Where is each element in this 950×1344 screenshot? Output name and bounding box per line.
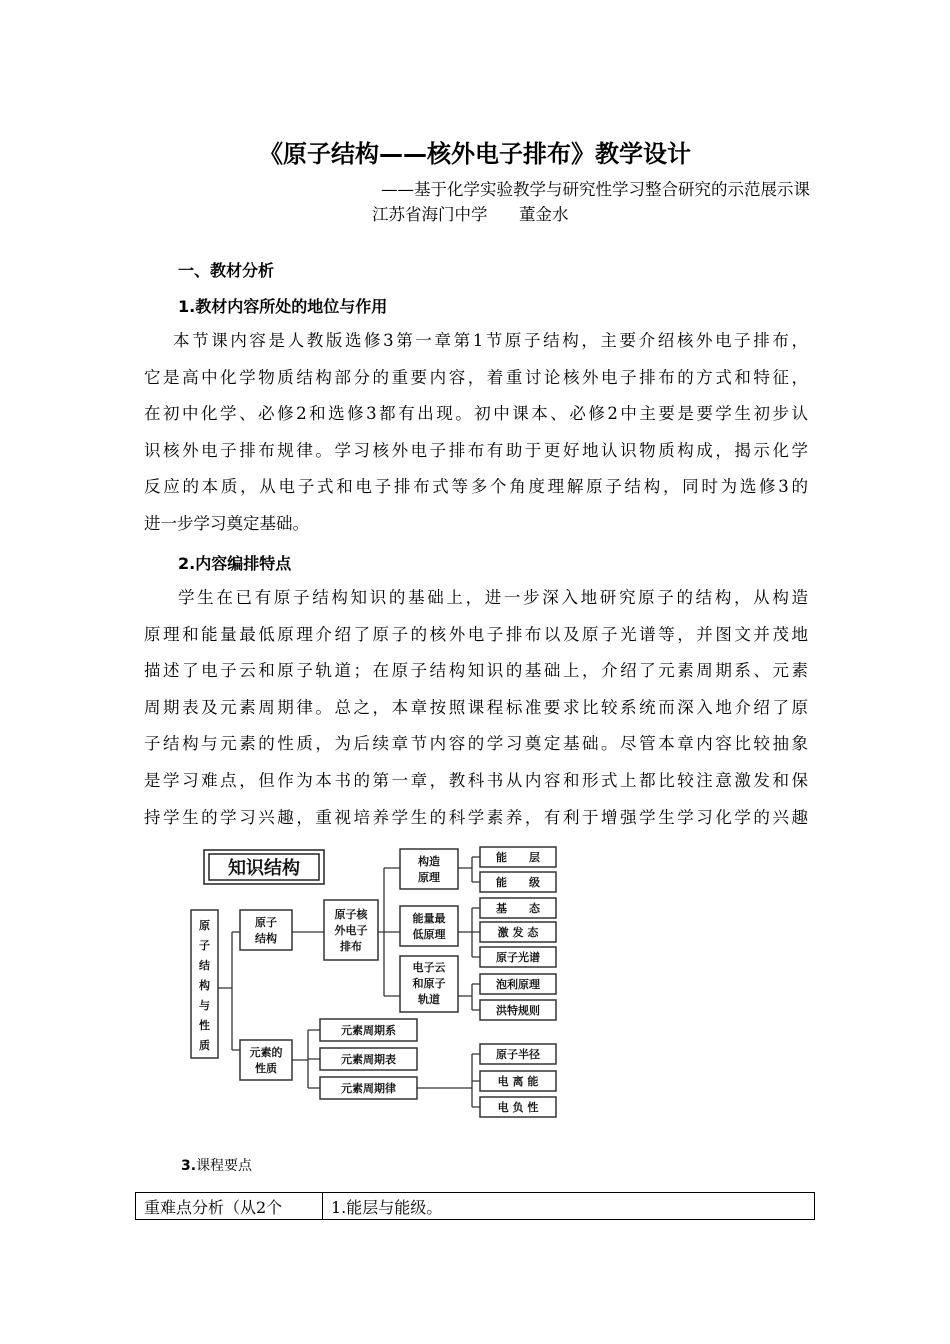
paragraph-layout-features [144,580,808,836]
paragraph-position-role [144,323,808,543]
leaf-atomic-radius-label: 原子半径 [496,1048,540,1061]
leaf-ground-state-label: 基 态 [496,902,540,915]
course-points-table [135,1192,815,1220]
knowledge-structure-diagram [190,840,570,1122]
paragraph-line: 原理和能量最低原理介绍了原子的核外电子排布以及原子光谱等，并图文并茂地 [144,624,808,644]
node-cloud-orbital-label: 电子云 [412,961,446,974]
connector-lowest-energy [458,908,480,957]
author-line: 江苏省海门中学 董金水 [372,205,569,224]
node-electron-arrangement-label: 原子核 [334,908,368,921]
paragraph-line: 描述了电子云和原子轨道；在原子结构知识的基础上，介绍了元素周期系、元素 [144,661,808,681]
connector-law [417,1054,480,1107]
node-root-char: 构 [199,979,210,992]
paragraph-line: 进一步学习奠定基础。 [144,513,309,533]
node-electron-arrangement-label: 外电子 [334,924,368,937]
table-row [136,1193,815,1220]
connector-root [218,932,240,1050]
section-heading-materials: 一、教材分析 [178,261,275,280]
leaf-subshell-label: 能 级 [496,876,540,889]
node-periodic-law-label: 元素周期律 [341,1082,396,1095]
document-title: 《原子结构——核外电子排布》教学设计 [259,140,691,168]
table-cell-key-analysis: 重难点分析（从2个 [136,1193,323,1220]
node-root-char: 子 [199,939,210,952]
node-atomic-structure-label: 结构 [255,932,277,945]
document-subtitle: ——基于化学实验教学与研究性学习整合研究的示范展示课 [381,180,810,199]
leaf-ionization-energy-label: 电 离 能 [497,1075,539,1088]
leaf-excited-state-label: 激 发 态 [497,926,539,939]
connector-cloud [458,984,480,1010]
paragraph-line: 反应的本质，从电子式和电子排布式等多个角度理解原子结构，同时为选修3的 [144,477,808,497]
paragraph-line: 子结构与元素的性质，为后续章节内容的学习奠定基础。尽管本章内容比较抽象 [144,734,808,754]
node-root-char: 性 [199,1019,210,1032]
leaf-pauli-label: 泡利原理 [496,978,540,991]
connector-arrangement [378,868,400,996]
node-periodic-system-label: 元素周期系 [341,1024,396,1037]
node-lowest-energy-label: 低原理 [412,928,446,941]
node-cloud-orbital-label: 和原子 [412,977,446,990]
node-periodic-table-label: 元素周期表 [341,1053,396,1066]
paragraph-line: 周期表及元素周期律。总之，本章按照课程标准要求比较系统而深入地介绍了原 [144,697,808,717]
leaf-atomic-spectrum-label: 原子光谱 [496,951,540,964]
subheading-course-points [181,1155,252,1175]
paragraph-line: 它是高中化学物质结构部分的重要内容，着重讨论核外电子排布的方式和特征， [144,367,808,387]
node-aufbau-label: 构造 [418,855,440,868]
table-cell-shell-subshell: 1.能层与能级。 [323,1193,815,1220]
diagram-heading: 知识结构 [228,858,300,879]
node-root-char: 结 [199,959,210,972]
node-root-char: 原 [199,919,210,932]
leaf-electronegativity-label: 电 负 性 [497,1101,539,1114]
paragraph-line: 本节课内容是人教版选修3第一章第1节原子结构，主要介绍核外电子排布， [173,331,808,350]
paragraph-line: 学生在已有原子结构知识的基础上，进一步深入地研究原子的结构，从构造 [178,588,808,607]
node-cloud-orbital-label: 轨道 [418,993,440,1006]
node-root-char: 质 [199,1039,210,1052]
node-element-properties-label: 性质 [255,1062,277,1075]
node-aufbau-label: 原理 [418,871,440,884]
connector-element [292,1030,320,1088]
subheading-layout-features: 2.内容编排特点 [178,554,292,573]
node-lowest-energy-label: 能量最 [412,912,446,925]
leaf-shell-label: 能 层 [496,851,540,864]
node-root-char: 与 [199,999,210,1012]
subheading-position-role: 1.教材内容所处的地位与作用 [178,297,388,316]
paragraph-line: 是学习难点，但作为本书的第一章，教科书从内容和形式上都比较注意激发和保 [144,770,808,790]
node-atomic-structure-label: 原子 [255,916,277,929]
paragraph-line: 在初中化学、必修2和选修3都有出现。初中课本、必修2中主要是要学生初步认 [144,404,808,424]
paragraph-line: 持学生的学习兴趣，重视培养学生的科学素养，有利于增强学生学习化学的兴趣 [144,807,808,827]
node-electron-arrangement-label: 排布 [340,940,362,953]
leaf-hund-label: 洪特规则 [496,1004,540,1017]
paragraph-line: 识核外电子排布规律。学习核外电子排布有助于更好地认识物质构成，揭示化学 [144,440,808,460]
node-element-properties-label: 元素的 [249,1046,283,1059]
connector-aufbau [458,857,480,882]
subheading-text: 课程要点 [196,1158,253,1174]
subheading-number: 3. [181,1158,197,1174]
